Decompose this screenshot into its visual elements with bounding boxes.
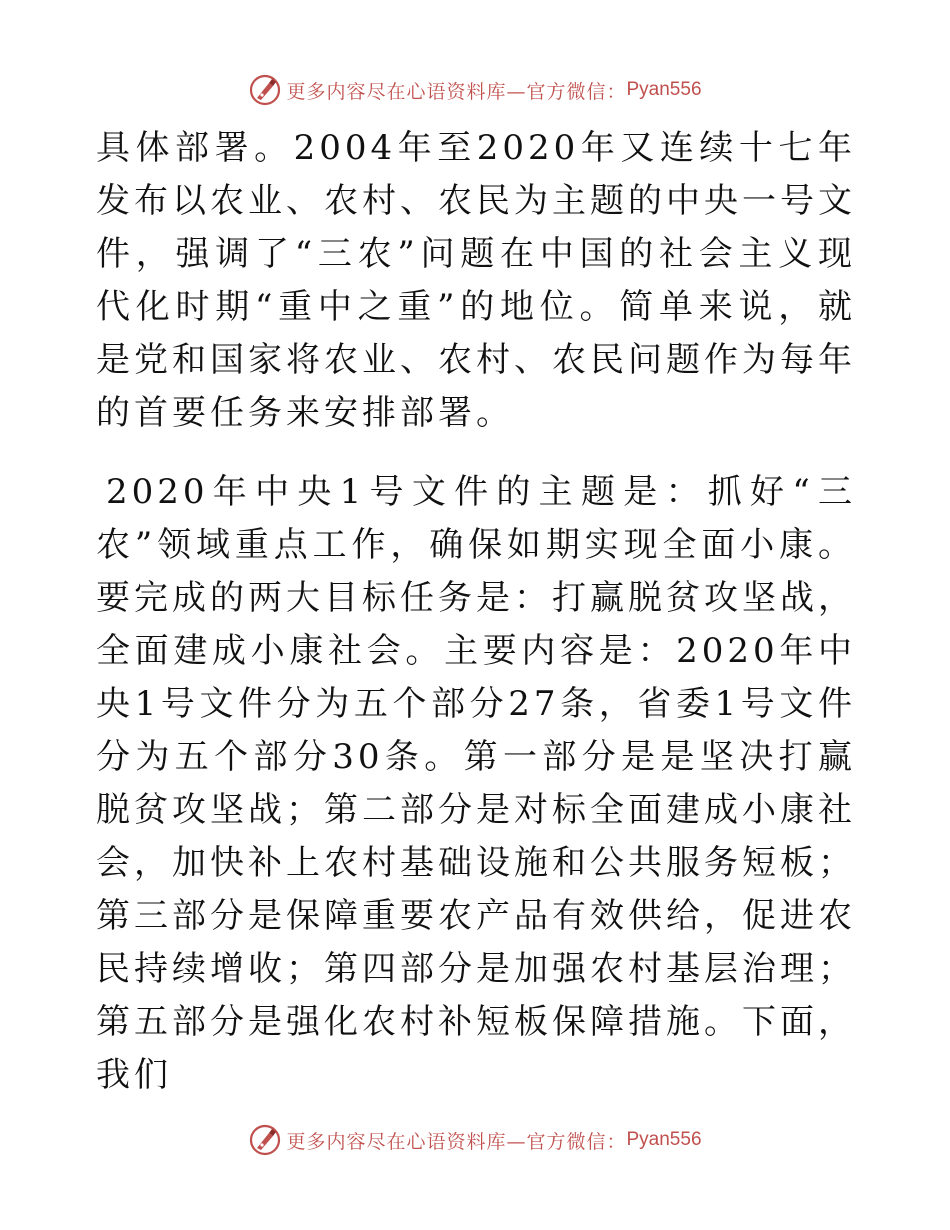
header-banner	[0, 70, 950, 110]
body-paragraph-2: 2020年中央1号文件的主题是：抓好“三农”领域重点工作，确保如期实现全面小康。要完成的两大目标任务是：打赢脱贫攻坚战，全面建成小康社会。主要内容是：2020年中央1号文件分为五个部分27条，省委1号文件分为五个部分30条。第一部分是是坚决打赢脱贫攻坚战；第二部分是对标全面建成小康社会，加快补上农村基础设施和公共服务短板；第三部分是保障重要农产品有效供给，促进农民持续增收；第四部分是加强农村基层治理；第五部分是强化农村补短板保障措施。下面，我们	[96, 472, 856, 1095]
banner-separator-text: —官方微信：	[506, 80, 627, 103]
footer-banner	[0, 1120, 950, 1160]
banner-wechat-id: Pyan556	[626, 1129, 702, 1150]
banner-main-text: 更多内容尽在心语资料库	[286, 80, 507, 103]
banner-main-text: 更多内容尽在心语资料库	[286, 1130, 507, 1153]
banner-wechat-id: Pyan556	[626, 79, 702, 100]
document-body	[96, 122, 856, 1102]
pen-nib-logo-icon	[248, 1123, 282, 1157]
pen-nib-logo-icon	[248, 73, 282, 107]
banner-separator-text: —官方微信：	[506, 1130, 627, 1153]
body-paragraph-1: 具体部署。2004年至2020年又连续十七年发布以农业、农村、农民为主题的中央一号文件，强调了“三农”问题在中国的社会主义现代化时期“重中之重”的地位。简单来说，就是党和国家将农业、农村、农民问题作为每年的首要任务来安排部署。	[96, 128, 856, 433]
